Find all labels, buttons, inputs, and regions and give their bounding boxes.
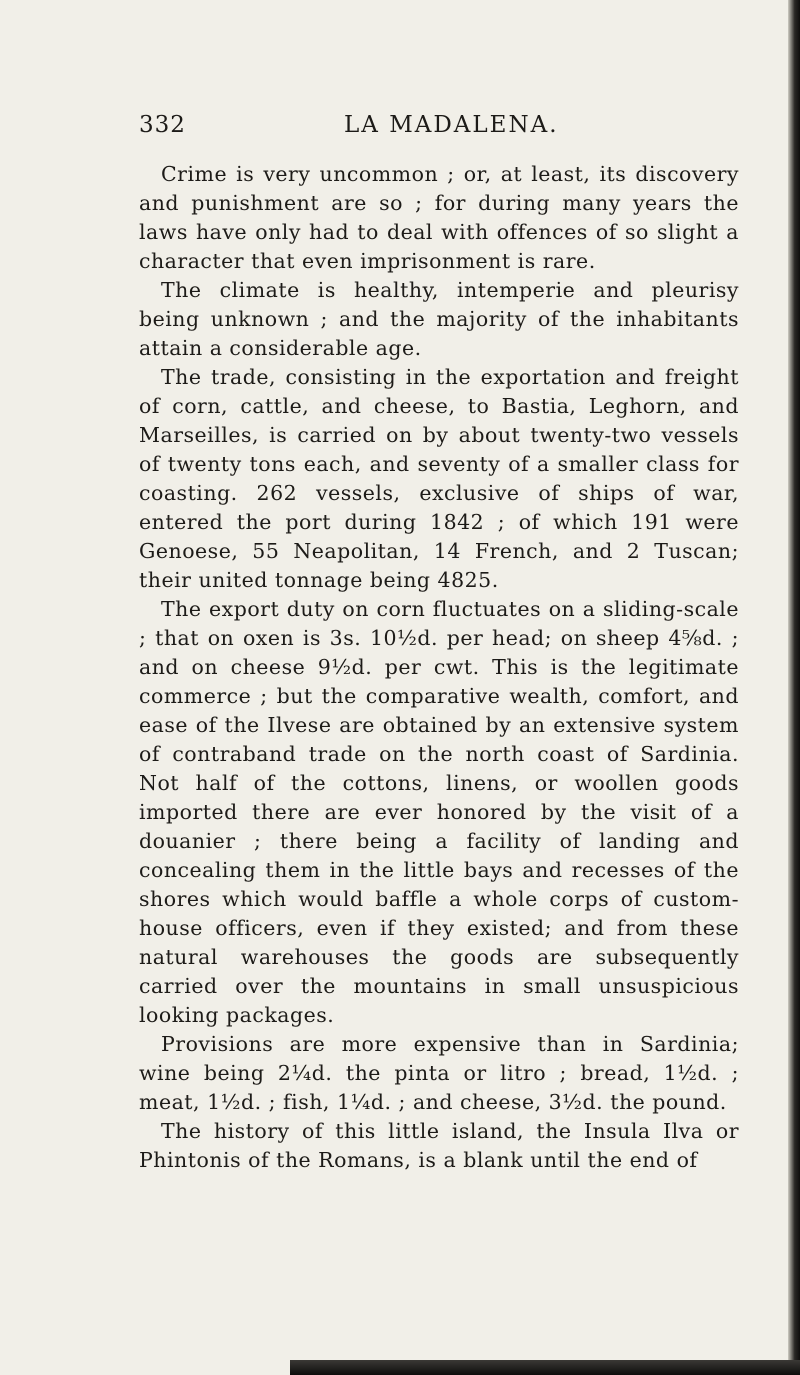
bottom-edge-shadow xyxy=(290,1360,800,1375)
paragraph-crime: Crime is very uncommon ; or, at least, its discovery and punishment are so ; for during many years the laws have only had to deal with offences of so slight a character that even imprisonment is rare. xyxy=(139,162,739,273)
running-head: LA MADALENA. xyxy=(344,112,559,138)
paragraph-trade: The trade, consisting in the exportation and freight of corn, cattle, and cheese, to Bastia, Leghorn, and Marseilles, is carried on by about twenty-two vessels of twenty tons each, and seventy of a smaller class for coasting. 262 vessels, exclusive of ships of war, entered the port during 1842 ; of which 191 were Genoese, 55 Neapolitan, 14 French, and 2 Tuscan; their united tonnage being 4825. xyxy=(139,365,739,592)
paragraph-history: The history of this little island, the Insula Ilva or Phintonis of the Romans, is a blank until the end of xyxy=(139,1119,739,1172)
paragraph-climate: The climate is healthy, intemperie and pleurisy being unknown ; and the majority of the inhabitants attain a considerable age. xyxy=(139,278,739,360)
page-edge-shadow xyxy=(788,0,800,1375)
paragraph-provisions: Provisions are more expensive than in Sardinia; wine being 2¼d. the pinta or litro ; bread, 1½d. ; meat, 1½d. ; fish, 1¼d. ; and cheese, 3½d. the pound. xyxy=(139,1032,739,1114)
page-number: 332 xyxy=(139,112,186,138)
body-text xyxy=(139,160,739,1175)
page-header xyxy=(139,112,729,142)
paragraph-export-duty: The export duty on corn fluctuates on a sliding-scale ; that on oxen is 3s. 10½d. per head; on sheep 4⅝d. ; and on cheese 9½d. per cwt. This is the legitimate commerce ; but the comparative wealth, comfort, and ease of the Ilvese are obtained by an extensive system of contraband trade on the north coast of Sardinia. Not half of the cottons, linens, or woollen goods imported there are ever honored by the visit of a douanier ; there being a facility of landing and concealing them in the little bays and recesses of the shores which would baffle a whole corps of custom-house officers, even if they existed; and from these natural warehouses the goods are subsequently carried over the mountains in small unsuspicious looking packages. xyxy=(139,597,739,1027)
